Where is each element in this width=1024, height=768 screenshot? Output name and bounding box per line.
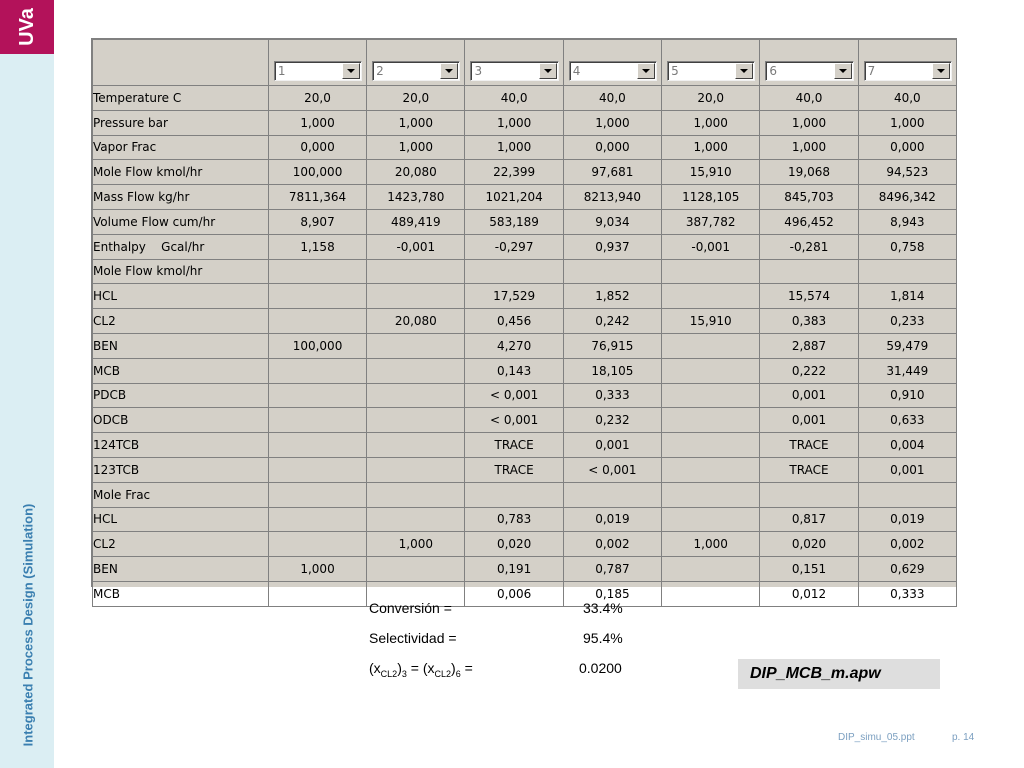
- table-cell[interactable]: [367, 433, 465, 458]
- table-cell[interactable]: 76,915: [563, 333, 661, 358]
- table-cell[interactable]: [367, 284, 465, 309]
- table-row: [93, 259, 957, 284]
- side-title: Integrated Process Design (Simulation): [20, 503, 36, 747]
- table-cell[interactable]: 496,452: [760, 209, 858, 234]
- table-cell[interactable]: 0,151: [760, 557, 858, 582]
- table-cell[interactable]: 1,000: [268, 110, 366, 135]
- selectivity-label: Selectividad =: [369, 630, 457, 646]
- dropdown-arrow-button[interactable]: [342, 63, 360, 79]
- stream-header-cell: [858, 40, 956, 86]
- table-cell[interactable]: < 0,001: [465, 408, 563, 433]
- stream-header-cell: [563, 40, 661, 86]
- stream-select[interactable]: [765, 61, 853, 81]
- row-label: CL2: [93, 532, 269, 557]
- table-cell[interactable]: 0,004: [858, 433, 956, 458]
- table-cell[interactable]: [268, 433, 366, 458]
- table-cell[interactable]: 1,000: [760, 110, 858, 135]
- table-cell[interactable]: 0,000: [563, 135, 661, 160]
- table-cell[interactable]: 0,191: [465, 557, 563, 582]
- table-cell[interactable]: 0,787: [563, 557, 661, 582]
- table-cell[interactable]: 20,0: [662, 86, 760, 111]
- row-label: 123TCB: [93, 457, 269, 482]
- table-cell[interactable]: [858, 259, 956, 284]
- row-label: Mole Flow kmol/hr: [93, 259, 269, 284]
- stream-select[interactable]: [864, 61, 952, 81]
- table-cell[interactable]: 1,000: [268, 557, 366, 582]
- table-cell[interactable]: 0,383: [760, 309, 858, 334]
- table-cell[interactable]: 0,333: [858, 581, 956, 606]
- table-cell[interactable]: [662, 358, 760, 383]
- table-cell[interactable]: 1,000: [465, 110, 563, 135]
- table-row: [93, 532, 957, 557]
- stream-select-value: 1: [277, 64, 286, 78]
- table-cell[interactable]: [268, 284, 366, 309]
- chevron-down-icon: [937, 69, 945, 73]
- table-cell[interactable]: 1,000: [367, 110, 465, 135]
- dropdown-arrow-button[interactable]: [735, 63, 753, 79]
- table-cell[interactable]: 489,419: [367, 209, 465, 234]
- table-cell[interactable]: 100,000: [268, 333, 366, 358]
- table-cell[interactable]: [367, 383, 465, 408]
- table-cell[interactable]: 1423,780: [367, 185, 465, 210]
- table-row: [93, 135, 957, 160]
- chevron-down-icon: [839, 69, 847, 73]
- table-row: [93, 209, 957, 234]
- table-cell[interactable]: [268, 358, 366, 383]
- table-cell[interactable]: [367, 557, 465, 582]
- table-cell[interactable]: 8,907: [268, 209, 366, 234]
- table-cell[interactable]: 0,006: [465, 581, 563, 606]
- table-cell[interactable]: 9,034: [563, 209, 661, 234]
- table-cell[interactable]: 1,000: [465, 135, 563, 160]
- table-cell[interactable]: 0,233: [858, 309, 956, 334]
- table-row: [93, 86, 957, 111]
- table-cell[interactable]: 0,633: [858, 408, 956, 433]
- table-cell[interactable]: [268, 383, 366, 408]
- table-cell[interactable]: 40,0: [858, 86, 956, 111]
- table-cell[interactable]: 0,222: [760, 358, 858, 383]
- table-cell[interactable]: 22,399: [465, 160, 563, 185]
- table-cell[interactable]: [268, 259, 366, 284]
- table-cell[interactable]: -0,001: [662, 234, 760, 259]
- table-cell[interactable]: [662, 333, 760, 358]
- table-cell[interactable]: 94,523: [858, 160, 956, 185]
- table-cell[interactable]: 18,105: [563, 358, 661, 383]
- table-cell[interactable]: 8,943: [858, 209, 956, 234]
- table-row: [93, 581, 957, 606]
- table-row: [93, 185, 957, 210]
- table-cell[interactable]: 0,817: [760, 507, 858, 532]
- table-cell[interactable]: 0,020: [760, 532, 858, 557]
- table-row: [93, 309, 957, 334]
- table-cell[interactable]: 59,479: [858, 333, 956, 358]
- table-cell[interactable]: 1,000: [760, 135, 858, 160]
- chevron-down-icon: [642, 69, 650, 73]
- row-label: Vapor Frac: [93, 135, 269, 160]
- table-cell[interactable]: 8496,342: [858, 185, 956, 210]
- row-label: PDCB: [93, 383, 269, 408]
- table-cell[interactable]: -0,297: [465, 234, 563, 259]
- table-row: [93, 457, 957, 482]
- stream-header-cell: [760, 40, 858, 86]
- stream-select[interactable]: [569, 61, 657, 81]
- row-label: HCL: [93, 284, 269, 309]
- logo-text: UVa: [15, 8, 38, 46]
- table-cell[interactable]: [268, 507, 366, 532]
- table-cell[interactable]: TRACE: [465, 457, 563, 482]
- row-label: HCL: [93, 507, 269, 532]
- stream-header-cell: [268, 40, 366, 86]
- table-cell[interactable]: 0,002: [563, 532, 661, 557]
- stream-select[interactable]: [274, 61, 362, 81]
- footer-page: p. 14: [952, 732, 975, 743]
- row-label: MCB: [93, 581, 269, 606]
- table-cell[interactable]: [662, 383, 760, 408]
- table-cell[interactable]: [858, 482, 956, 507]
- stream-select[interactable]: [667, 61, 755, 81]
- stream-select[interactable]: [372, 61, 460, 81]
- conversion-value: 33.4%: [583, 600, 623, 616]
- table-cell[interactable]: [662, 259, 760, 284]
- table-cell[interactable]: 0,019: [563, 507, 661, 532]
- table-cell[interactable]: 1021,204: [465, 185, 563, 210]
- dropdown-arrow-button[interactable]: [834, 63, 852, 79]
- table-cell[interactable]: 845,703: [760, 185, 858, 210]
- row-label: ODCB: [93, 408, 269, 433]
- table-cell[interactable]: 0,242: [563, 309, 661, 334]
- row-label: CL2: [93, 309, 269, 334]
- sidebar: [0, 0, 54, 768]
- stream-select-value: 6: [769, 64, 777, 78]
- table-cell[interactable]: 1128,105: [662, 185, 760, 210]
- table-cell[interactable]: 15,574: [760, 284, 858, 309]
- table-cell[interactable]: 40,0: [760, 86, 858, 111]
- table-cell[interactable]: [662, 557, 760, 582]
- table-row: [93, 234, 957, 259]
- table-cell[interactable]: 20,0: [268, 86, 366, 111]
- table-cell[interactable]: [662, 433, 760, 458]
- table-cell[interactable]: [760, 259, 858, 284]
- table-cell[interactable]: 0,143: [465, 358, 563, 383]
- stream-header-cell: [662, 40, 760, 86]
- stream-select-value: 2: [376, 64, 384, 78]
- table-cell[interactable]: [465, 259, 563, 284]
- table-cell[interactable]: [662, 284, 760, 309]
- table-cell[interactable]: 17,529: [465, 284, 563, 309]
- table-cell[interactable]: [268, 482, 366, 507]
- table-cell[interactable]: < 0,001: [563, 457, 661, 482]
- table-cell[interactable]: 0,020: [465, 532, 563, 557]
- table-cell[interactable]: 1,000: [367, 135, 465, 160]
- table-cell[interactable]: 100,000: [268, 160, 366, 185]
- dropdown-arrow-button[interactable]: [932, 63, 950, 79]
- table-cell[interactable]: TRACE: [760, 457, 858, 482]
- table-cell[interactable]: [563, 259, 661, 284]
- row-label: 124TCB: [93, 433, 269, 458]
- table-cell[interactable]: 2,887: [760, 333, 858, 358]
- table-cell[interactable]: [563, 482, 661, 507]
- table-cell[interactable]: 20,080: [367, 160, 465, 185]
- corner-cell: [93, 40, 269, 86]
- table-cell[interactable]: [465, 482, 563, 507]
- table-cell[interactable]: TRACE: [465, 433, 563, 458]
- table-cell[interactable]: 1,852: [563, 284, 661, 309]
- table-cell[interactable]: 1,000: [662, 135, 760, 160]
- table-cell[interactable]: [662, 581, 760, 606]
- chevron-down-icon: [740, 69, 748, 73]
- table-cell[interactable]: 97,681: [563, 160, 661, 185]
- dropdown-arrow-button[interactable]: [637, 63, 655, 79]
- stream-table: [92, 39, 957, 607]
- selectivity-value: 95.4%: [583, 630, 623, 646]
- table-row: [93, 160, 957, 185]
- stream-results-grid[interactable]: [91, 38, 957, 601]
- row-label: BEN: [93, 557, 269, 582]
- stream-select[interactable]: [470, 61, 558, 81]
- dropdown-arrow-button[interactable]: [539, 63, 557, 79]
- table-cell[interactable]: [268, 457, 366, 482]
- chevron-down-icon: [347, 69, 355, 73]
- stream-select-value: 7: [867, 64, 876, 78]
- table-cell[interactable]: 0,012: [760, 581, 858, 606]
- table-cell[interactable]: 15,910: [662, 309, 760, 334]
- table-row: [93, 408, 957, 433]
- row-label: Temperature C: [93, 86, 269, 111]
- table-cell[interactable]: 1,000: [367, 532, 465, 557]
- table-cell[interactable]: 0,456: [465, 309, 563, 334]
- table-cell[interactable]: 40,0: [465, 86, 563, 111]
- table-cell[interactable]: 387,782: [662, 209, 760, 234]
- table-cell[interactable]: 0,232: [563, 408, 661, 433]
- table-cell[interactable]: 20,080: [367, 309, 465, 334]
- conversion-label: Conversión =: [369, 600, 452, 616]
- stream-header-cell: [367, 40, 465, 86]
- table-cell[interactable]: [662, 482, 760, 507]
- table-cell[interactable]: [367, 333, 465, 358]
- table-cell[interactable]: [367, 482, 465, 507]
- row-label: BEN: [93, 333, 269, 358]
- file-name-box: [738, 659, 940, 689]
- table-cell[interactable]: 0,333: [563, 383, 661, 408]
- table-cell[interactable]: 40,0: [563, 86, 661, 111]
- table-cell[interactable]: 0,001: [563, 433, 661, 458]
- table-cell[interactable]: 0,001: [760, 383, 858, 408]
- table-cell[interactable]: 0,783: [465, 507, 563, 532]
- mole-fraction-value: 0.0200: [579, 660, 622, 676]
- chevron-down-icon: [445, 69, 453, 73]
- table-cell[interactable]: [268, 309, 366, 334]
- table-cell[interactable]: 0,758: [858, 234, 956, 259]
- table-cell[interactable]: 0,185: [563, 581, 661, 606]
- table-cell[interactable]: 1,000: [662, 532, 760, 557]
- table-row: [93, 358, 957, 383]
- table-cell[interactable]: 1,000: [858, 110, 956, 135]
- table-row: [93, 110, 957, 135]
- table-row: [93, 433, 957, 458]
- row-label: Mole Flow kmol/hr: [93, 160, 269, 185]
- table-cell[interactable]: TRACE: [760, 433, 858, 458]
- stream-header-cell: [465, 40, 563, 86]
- table-cell[interactable]: [662, 457, 760, 482]
- table-cell[interactable]: -0,001: [367, 234, 465, 259]
- table-cell[interactable]: [367, 507, 465, 532]
- row-label: Mass Flow kg/hr: [93, 185, 269, 210]
- table-cell[interactable]: 1,158: [268, 234, 366, 259]
- table-cell[interactable]: [760, 482, 858, 507]
- table-row: [93, 383, 957, 408]
- table-cell[interactable]: [367, 259, 465, 284]
- table-cell[interactable]: 4,270: [465, 333, 563, 358]
- chevron-down-icon: [544, 69, 552, 73]
- table-cell[interactable]: 0,910: [858, 383, 956, 408]
- table-cell[interactable]: [662, 408, 760, 433]
- table-cell[interactable]: [268, 408, 366, 433]
- table-cell[interactable]: 0,002: [858, 532, 956, 557]
- row-label: Mole Frac: [93, 482, 269, 507]
- table-cell[interactable]: 583,189: [465, 209, 563, 234]
- row-label: Volume Flow cum/hr: [93, 209, 269, 234]
- row-label: Pressure bar: [93, 110, 269, 135]
- stream-header-row: [93, 40, 957, 86]
- row-label: MCB: [93, 358, 269, 383]
- table-row: [93, 333, 957, 358]
- stream-select-value: 3: [474, 64, 483, 78]
- table-cell[interactable]: 1,000: [563, 110, 661, 135]
- table-row: [93, 557, 957, 582]
- table-cell[interactable]: [367, 408, 465, 433]
- table-cell[interactable]: 0,000: [268, 135, 366, 160]
- dropdown-arrow-button[interactable]: [440, 63, 458, 79]
- table-row: [93, 507, 957, 532]
- table-cell[interactable]: 0,001: [760, 408, 858, 433]
- table-cell[interactable]: 1,000: [662, 110, 760, 135]
- table-cell[interactable]: 0,937: [563, 234, 661, 259]
- table-row: [93, 284, 957, 309]
- row-label: Enthalpy Gcal/hr: [93, 234, 269, 259]
- table-cell[interactable]: 15,910: [662, 160, 760, 185]
- table-cell[interactable]: 0,000: [858, 135, 956, 160]
- table-cell[interactable]: 8213,940: [563, 185, 661, 210]
- table-cell[interactable]: < 0,001: [465, 383, 563, 408]
- table-cell[interactable]: [367, 457, 465, 482]
- table-cell[interactable]: 0,019: [858, 507, 956, 532]
- table-cell[interactable]: -0,281: [760, 234, 858, 259]
- stream-select-value: 5: [671, 64, 679, 78]
- table-cell[interactable]: 0,001: [858, 457, 956, 482]
- mole-fraction-label: $(x_{CL2})_3 = (x_{CL2})_6$ =: [369, 660, 473, 679]
- table-cell[interactable]: 0,629: [858, 557, 956, 582]
- table-cell[interactable]: [268, 532, 366, 557]
- table-cell[interactable]: 7811,364: [268, 185, 366, 210]
- file-name: DIP_MCB_m.apw: [750, 665, 881, 682]
- table-cell[interactable]: [662, 507, 760, 532]
- table-row: [93, 482, 957, 507]
- uva-logo: [0, 0, 54, 54]
- table-cell[interactable]: 20,0: [367, 86, 465, 111]
- table-cell[interactable]: [367, 358, 465, 383]
- footer-file: DIP_simu_05.ppt: [838, 732, 915, 743]
- table-cell[interactable]: 1,814: [858, 284, 956, 309]
- table-cell[interactable]: 31,449: [858, 358, 956, 383]
- stream-select-value: 4: [572, 64, 581, 78]
- table-cell[interactable]: 19,068: [760, 160, 858, 185]
- table-cell[interactable]: [268, 581, 366, 606]
